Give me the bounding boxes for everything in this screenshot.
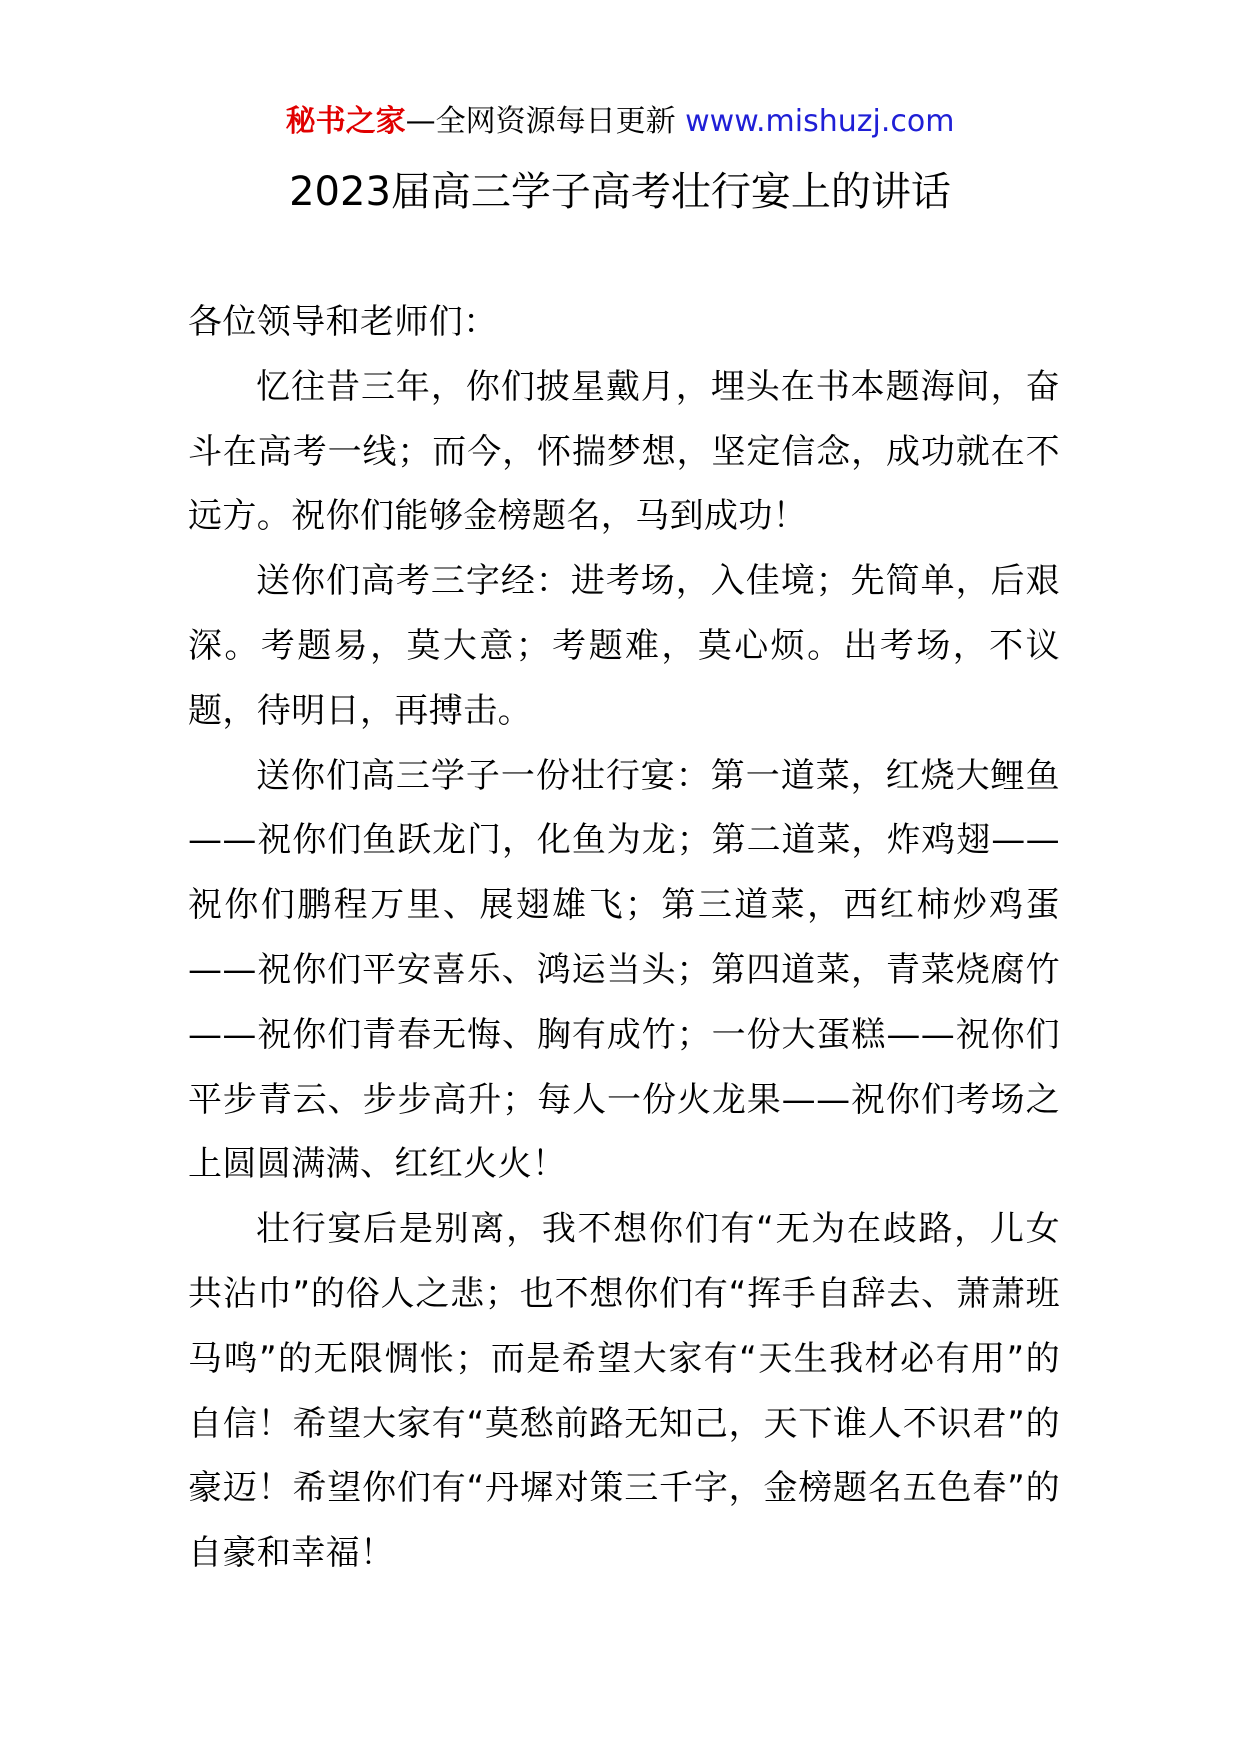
- paragraph: 送你们高三学子一份壮行宴：第一道菜，红烧大鲤鱼——祝你们鱼跃龙门，化鱼为龙；第二道菜，炸鸡翅——祝你们鹏程万里、展翅雄飞；第三道菜，西红柿炒鸡蛋——祝你们平安喜乐、鸿运当头；第四道菜，青菜烧腐竹——祝你们青春无悔、胸有成竹；一份大蛋糕——祝你们平步青云、步步高升；每人一份火龙果——祝你们考场之上圆圆满满、红红火火！: [188, 755, 1060, 1185]
- paragraph: 壮行宴后是别离，我不想你们有“无为在歧路，儿女共沾巾”的俗人之悲；也不想你们有“挥手自辞去、萧萧班马鸣”的无限惆怅；而是希望大家有“天生我材必有用”的自信！希望大家有“莫愁前路无知己，天下谁人不识君”的豪迈！希望你们有“丹墀对策三千字，金榜题名五色春”的自豪和幸福！: [188, 1209, 1060, 1574]
- paragraph: 忆往昔三年，你们披星戴月，埋头在书本题海间，奋斗在高考一线；而今，怀揣梦想，坚定信念，成功就在不远方。祝你们能够金榜题名，马到成功！: [188, 366, 1060, 537]
- brand-name: 秘书之家: [285, 104, 406, 139]
- site-header: [0, 100, 1240, 144]
- salutation: 各位领导和老师们：: [188, 302, 498, 342]
- document-body: [188, 290, 1060, 1586]
- paragraph: 送你们高考三字经：进考场，入佳境；先简单，后艰深。考题易，莫大意；考题难，莫心烦。出考场，不议题，待明日，再搏击。: [188, 561, 1060, 731]
- header-slogan: —全网资源每日更新: [405, 104, 686, 139]
- document-title: 2023届高三学子高考壮行宴上的讲话: [289, 169, 951, 215]
- site-url-link[interactable]: www.mishuzj.com: [685, 104, 955, 139]
